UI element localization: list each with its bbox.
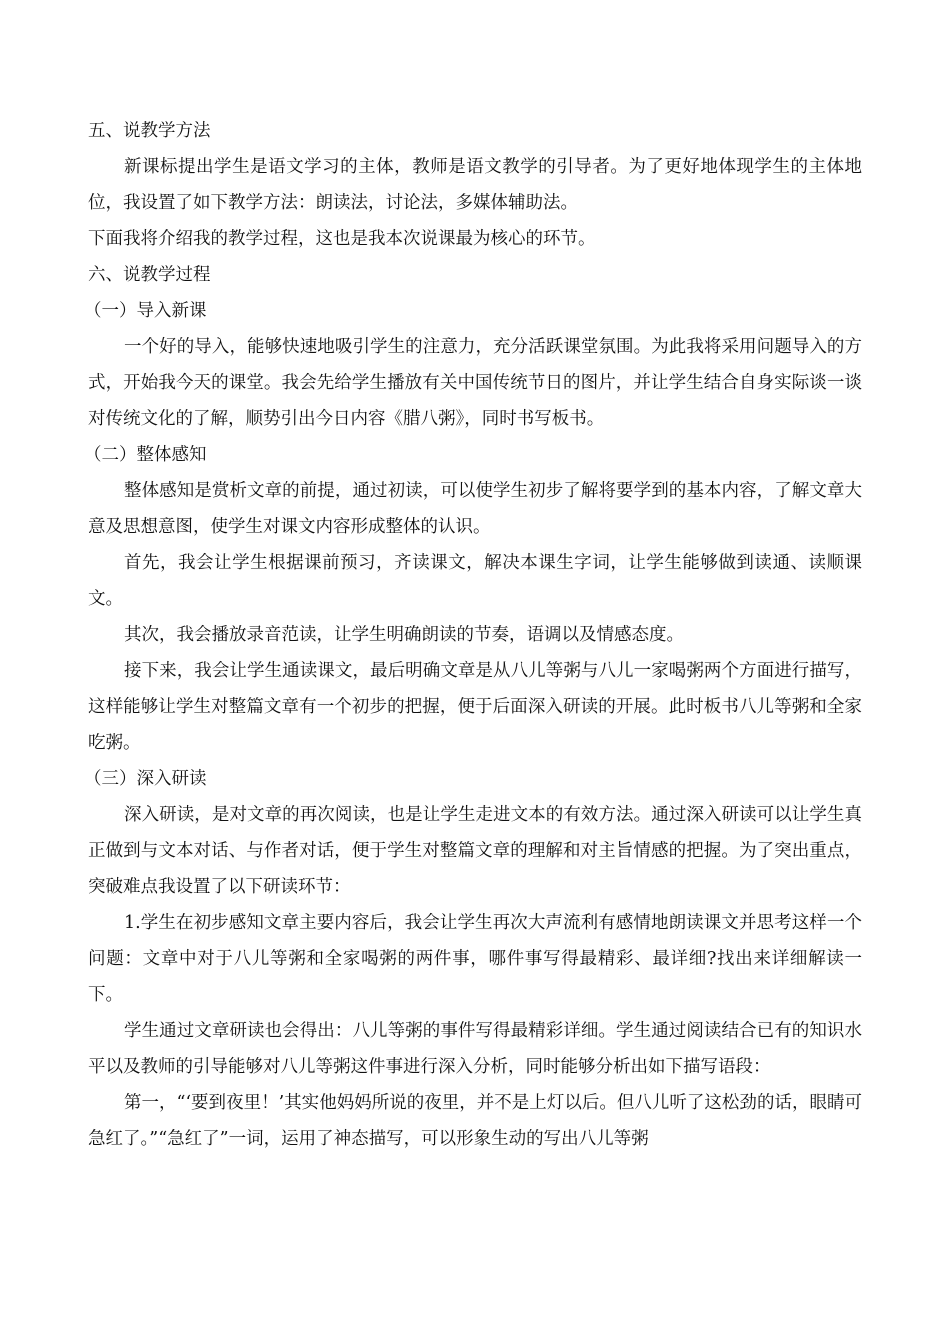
paragraph: 下面我将介绍我的教学过程，这也是我本次说课最为核心的环节。: [88, 229, 596, 249]
paragraph: 第一，“‘要到夜里！’其实他妈妈所说的夜里，并不是上灯以后。但八儿听了这松劲的话，眼睛可急红了。”“急红了”一词，运用了神态描写，可以形象生动的写出八儿等粥: [88, 1093, 862, 1149]
subsection-heading-deep-reading: （三）深入研读: [84, 769, 207, 789]
document-body: [84, 113, 862, 1157]
paragraph: 新课标提出学生是语文学习的主体，教师是语文教学的引导者。为了更好地体现学生的主体地位，我设置了如下教学方法：朗读法，讨论法，多媒体辅助法。: [88, 157, 862, 213]
paragraph: 接下来，我会让学生通读课文，最后明确文章是从八儿等粥与八儿一家喝粥两个方面进行描写，这样能够让学生对整篇文章有一个初步的把握，便于后面深入研读的开展。此时板书八儿等粥和全家吃粥。: [88, 661, 862, 753]
paragraph: 1.学生在初步感知文章主要内容后，我会让学生再次大声流利有感情地朗读课文并思考这样一个问题：文章中对于八儿等粥和全家喝粥的两件事，哪件事写得最精彩、最详细?找出来详细解读一下。: [88, 913, 862, 1005]
paragraph: 整体感知是赏析文章的前提，通过初读，可以使学生初步了解将要学到的基本内容，了解文章大意及思想意图，使学生对课文内容形成整体的认识。: [88, 481, 862, 537]
section-heading-process: 六、说教学过程: [88, 265, 211, 285]
paragraph: 深入研读，是对文章的再次阅读，也是让学生走进文本的有效方法。通过深入研读可以让学生真正做到与文本对话、与作者对话，便于学生对整篇文章的理解和对主旨情感的把握。为了突出重点，突破难点我设置了以下研读环节：: [88, 805, 862, 897]
paragraph: 首先，我会让学生根据课前预习，齐读课文，解决本课生字词，让学生能够做到读通、读顺课文。: [88, 553, 862, 609]
paragraph: 一个好的导入，能够快速地吸引学生的注意力，充分活跃课堂氛围。为此我将采用问题导入的方式，开始我今天的课堂。我会先给学生播放有关中国传统节日的图片，并让学生结合自身实际谈一谈对传统文化的了解，顺势引出今日内容《腊八粥》，同时书写板书。: [88, 337, 862, 429]
subsection-heading-intro: （一）导入新课: [84, 301, 207, 321]
paragraph: 学生通过文章研读也会得出：八儿等粥的事件写得最精彩详细。学生通过阅读结合已有的知识水平以及教师的引导能够对八儿等粥这件事进行深入分析，同时能够分析出如下描写语段：: [88, 1021, 862, 1077]
subsection-heading-overall: （二）整体感知: [84, 445, 207, 465]
paragraph: 其次，我会播放录音范读，让学生明确朗读的节奏，语调以及情感态度。: [124, 625, 684, 645]
section-heading-methods: 五、说教学方法: [88, 121, 211, 141]
